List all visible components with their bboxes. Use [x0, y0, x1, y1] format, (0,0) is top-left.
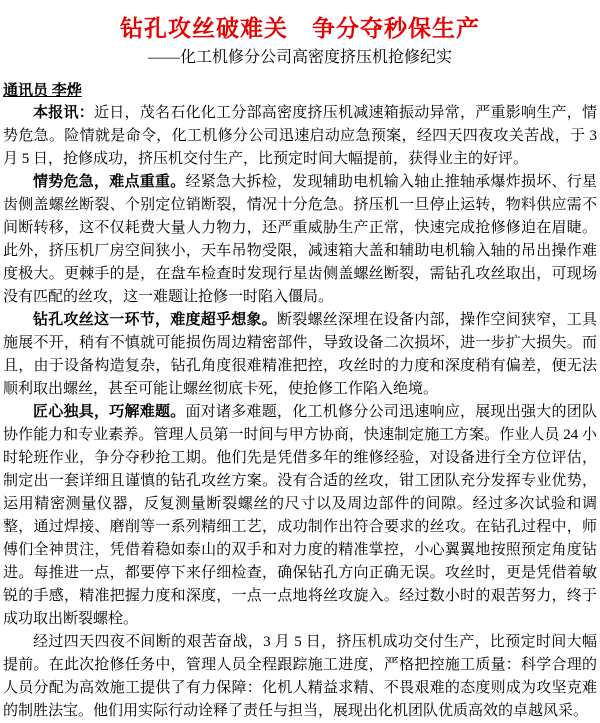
paragraph-4	[3, 401, 597, 631]
article-body	[3, 102, 597, 723]
paragraph-2-lead: 情势危急，难点重重。	[33, 174, 186, 190]
article-subtitle: ——化工机修分公司高密度挤压机抢修纪实	[147, 49, 452, 66]
paragraph-1-text: 近日，茂名石化化工分部高密度挤压机减速箱振动异常，严重影响生产，情势危急。险情就是命令，化工机修分公司迅速启动应急预案，经四天四夜攻关苦战，于 3 月 5 日，抢修成功，挤压机交付生产，比预定时间大幅提前，获得业主的好评。	[3, 105, 597, 167]
paragraph-4-text: 面对诸多难题，化工机修分公司迅速响应，展现出强大的团队协作能力和专业素养。管理人员第一时间与甲方协商，快速制定施工方案。作业人员 24 小时轮班作业，争分夺秒抢工期。他们先是凭借多年的维修经验，对设备进行全方位评估，制定出一套详细且谨慎的钻孔攻丝方案。没有合适的丝攻，钳工团队充分发挥专业优势，运用精密测量仪器，反复测量断裂螺丝的尺寸以及周边部件的间隙。经过多次试验和调整，通过焊接、磨削等一系列精细工艺，成功制作出符合要求的丝攻。在钻孔过程中，师傅们全神贯注，凭借着稳如泰山的双手和对力度的精准掌控，小心翼翼地按照预定角度钻进。每推进一点，都要停下来仔细检查，确保钻孔方向正确无误。攻丝时，更是凭借着敏锐的手感，精准把握力度和深度，一点一点地将丝攻旋入。经过数小时的艰苦努力，终于成功取出断裂螺栓。	[3, 404, 597, 627]
paragraph-2	[3, 171, 597, 309]
article-title: 钻孔攻丝破难关 争分夺秒保生产	[120, 15, 480, 41]
paragraph-3	[3, 309, 597, 401]
paragraph-1-lead: 本报讯：	[33, 105, 94, 121]
paragraph-2-text: 经紧急大拆检，发现辅助电机输入轴止推轴承爆炸损坏、行星齿侧盖螺丝断裂、个别定位销断裂，情况十分危急。挤压机一旦停止运转，物料供应需不间断转移，这不仅耗费大量人力物力，还严重威胁生产正常，快速完成抢修修迫在眉睫。此外，挤压机厂房空间狭小，天车吊物受限，减速箱大盖和辅助电机输入轴的吊出操作难度极大。更棘手的是，在盘车检查时发现行星齿侧盖螺丝断裂，需钻孔攻丝取出，可现场没有匹配的丝攻，这一难题让抢修一时陷入僵局。	[3, 174, 597, 305]
paragraph-5-text: 经过四天四夜不间断的艰苦奋战，3 月 5 日，挤压机成功交付生产，比预定时间大幅提前。在此次抢修任务中，管理人员全程跟踪施工进度，严格把控施工质量：科学合理的人员分配为高效施工提供了有力保障：化机人精益求精、不畏艰难的态度则成为攻坚克难的制胜法宝。他们用实际行动诠释了责任与担当，展现出化机团队优质高效的卓越风采。	[3, 634, 597, 719]
paragraph-4-lead: 匠心独具，巧解难题。	[33, 404, 186, 420]
paragraph-1	[3, 102, 597, 171]
paragraph-5	[3, 631, 597, 723]
byline: 通讯员 李烨	[3, 83, 82, 99]
paragraph-3-text: 断裂螺丝深埋在设备内部，操作空间狭窄，工具施展不开，稍有不慎就可能损伤周边精密部件，导致设备二次损坏，进一步扩大损失。而且，由于设备构造复杂，钻孔角度很难精准把控，攻丝时的力度和深度稍有偏差，便无法顺利取出螺丝，甚至可能让螺丝彻底卡死，使抢修工作陷入绝境。	[3, 312, 597, 397]
paragraph-3-lead: 钻孔攻丝这一环节，难度超乎想象。	[33, 312, 277, 328]
